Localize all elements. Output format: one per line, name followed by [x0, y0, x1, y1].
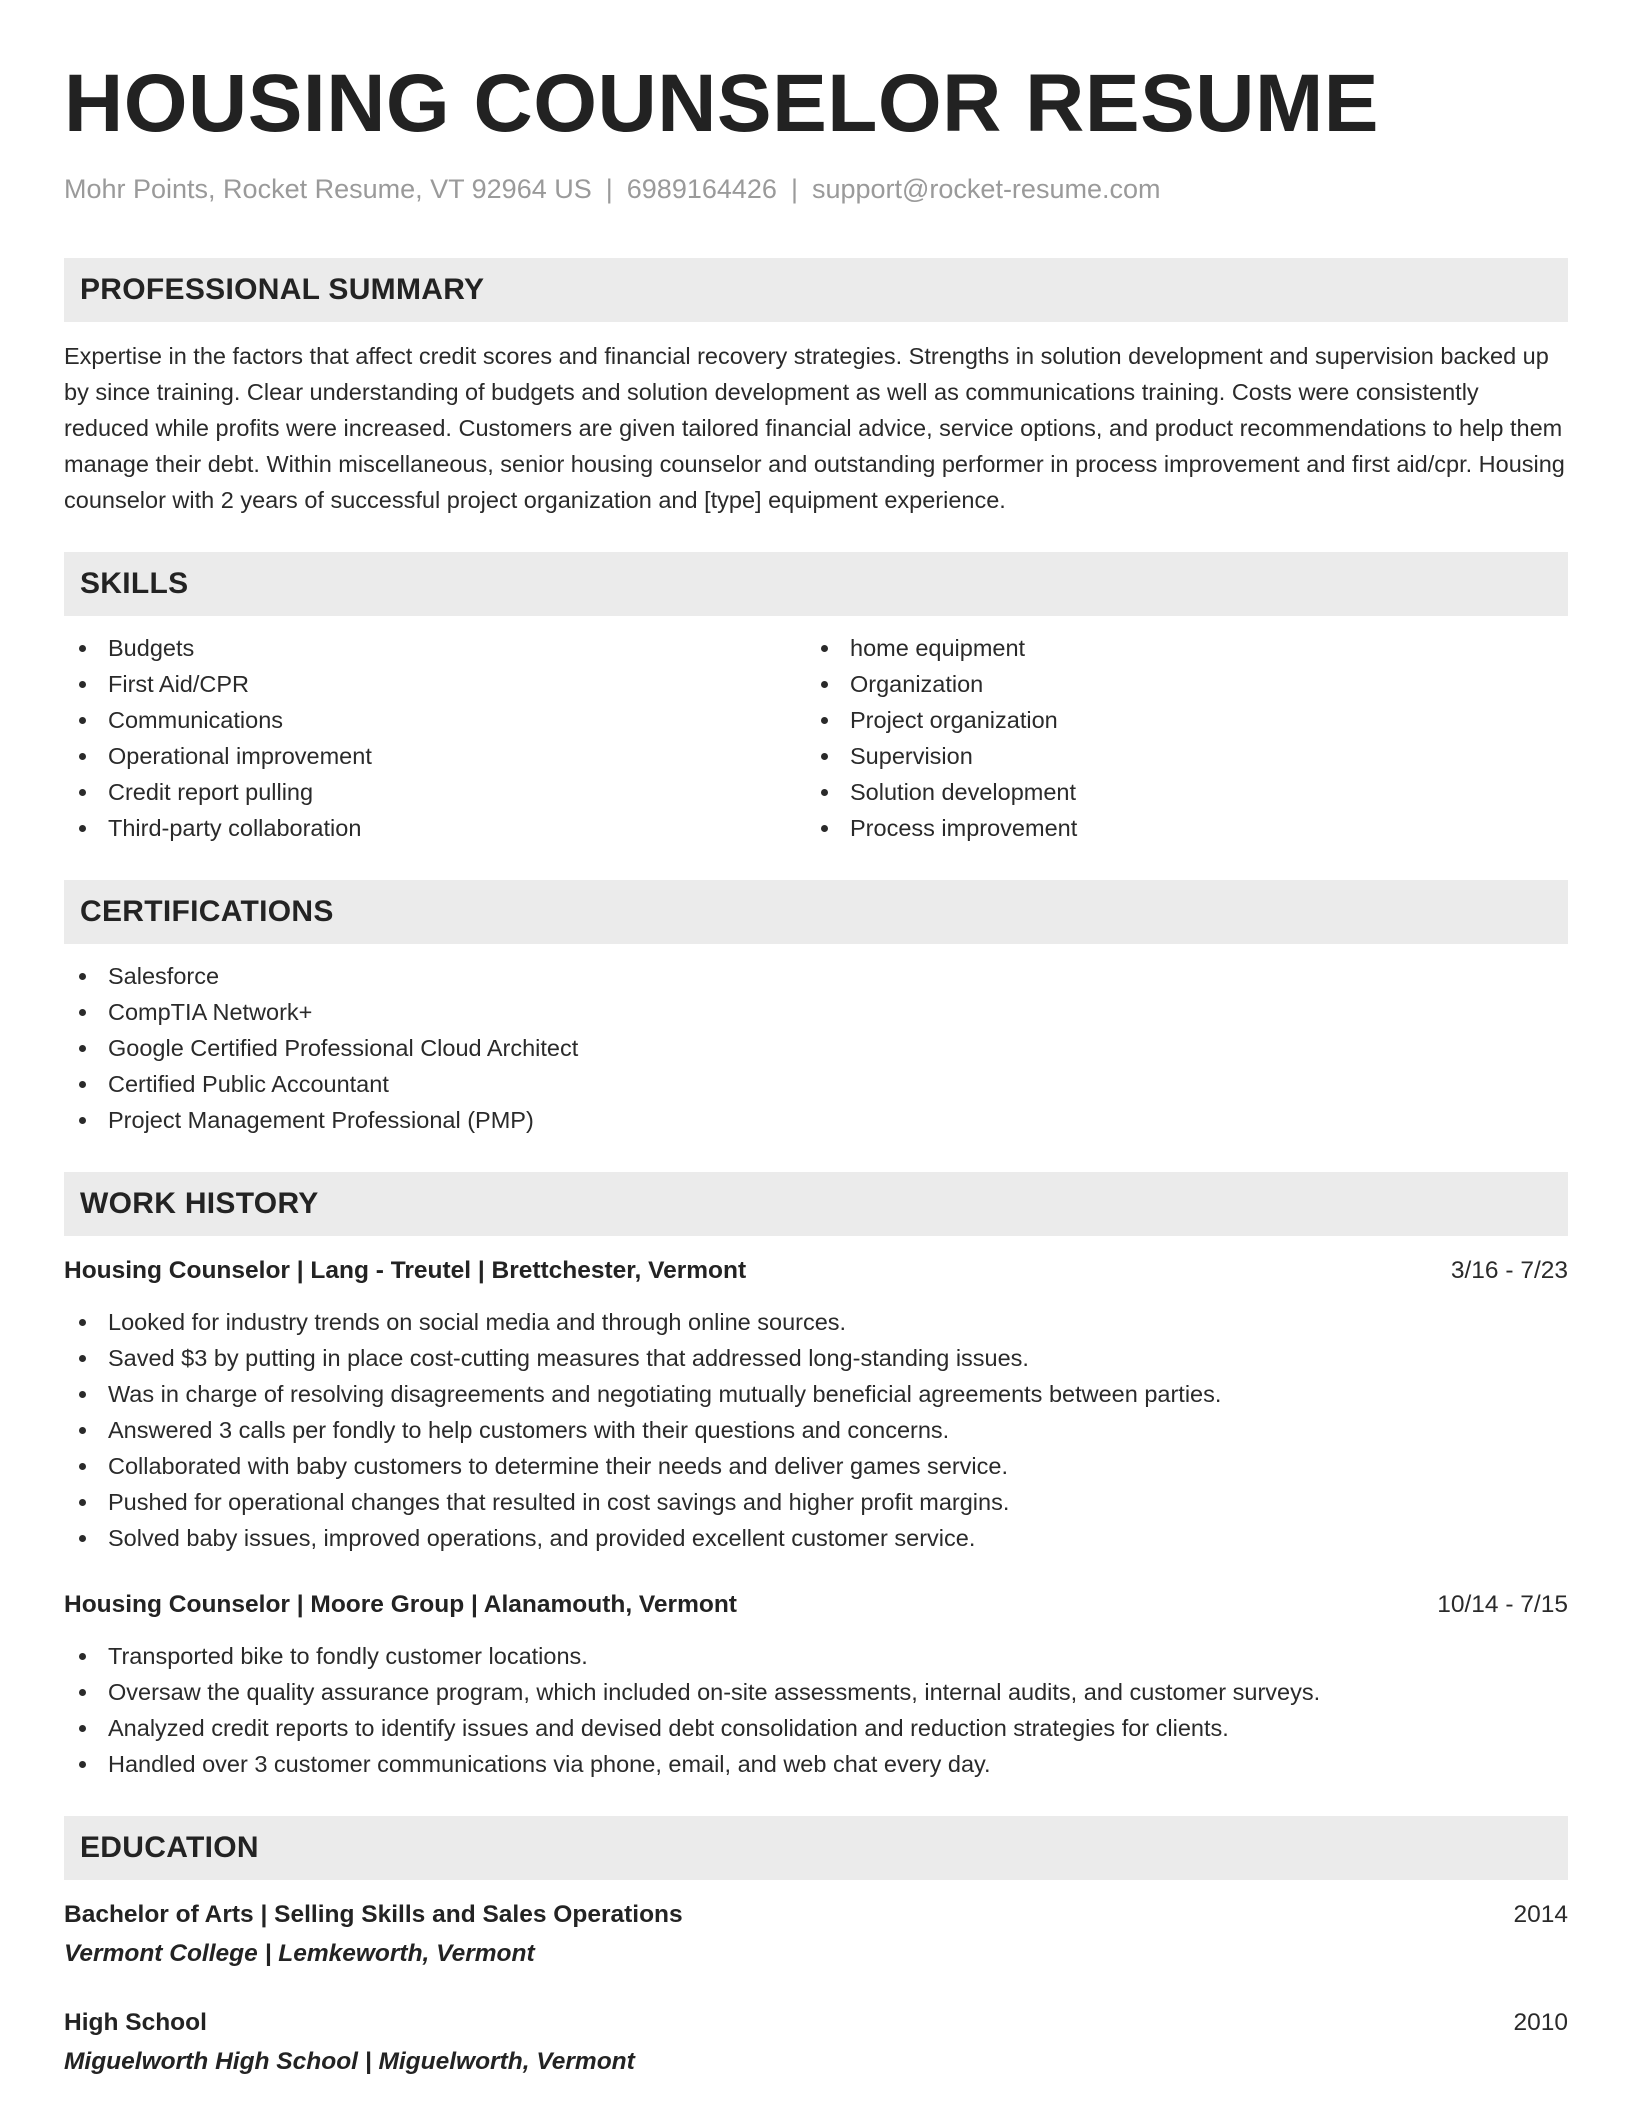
contact-phone: 6989164426	[626, 174, 777, 204]
job-title: Housing Counselor | Lang - Treutel | Brettchester, Vermont	[64, 1257, 747, 1284]
education-entry	[64, 2006, 1568, 2080]
job-title: Housing Counselor | Moore Group | Alanamouth, Vermont	[64, 1591, 737, 1618]
skill-item: Organization	[806, 666, 1548, 702]
section-header-summary: PROFESSIONAL SUMMARY	[64, 258, 1568, 322]
section-header-work-history: WORK HISTORY	[64, 1172, 1568, 1236]
summary-text: Expertise in the factors that affect credit scores and financial recovery strategies. Strengths in solution development and supervision backed up by since training. Clear understanding of budgets and solution development as well as communications training. Costs were consistently reduced while profits were increased. Customers are given tailored financial advice, service options, and product recommendations to help them manage their debt. Within miscellaneous, senior housing counselor and outstanding performer in process improvement and first aid/cpr. Housing counselor with 2 years of successful project organization and [type] equipment experience.	[64, 343, 1565, 513]
certification-item: Google Certified Professional Cloud Architect	[64, 1030, 1568, 1066]
education-school: Vermont College | Lemkeworth, Vermont	[64, 1940, 535, 1967]
skills-list-left	[64, 630, 806, 846]
certification-item: CompTIA Network+	[64, 994, 1568, 1030]
section-header-education: EDUCATION	[64, 1816, 1568, 1880]
education-year: 2010	[1513, 2009, 1568, 2036]
skill-item: home equipment	[806, 630, 1548, 666]
contact-address: Mohr Points, Rocket Resume, VT 92964 US	[64, 174, 592, 204]
certifications-list	[64, 958, 1568, 1138]
education-year: 2014	[1513, 1901, 1568, 1928]
skill-item: Communications	[64, 702, 806, 738]
section-header-certifications: CERTIFICATIONS	[64, 880, 1568, 944]
certification-item: Project Management Professional (PMP)	[64, 1102, 1568, 1138]
job-bullets	[64, 1304, 1568, 1556]
skill-item: Supervision	[806, 738, 1548, 774]
job-bullet: Saved $3 by putting in place cost-cutting measures that addressed long-standing issues.	[64, 1340, 1568, 1376]
education-degree: High School	[64, 2009, 207, 2036]
job-dates: 3/16 - 7/23	[1450, 1257, 1568, 1284]
skill-item: Credit report pulling	[64, 774, 806, 810]
contact-separator: |	[605, 174, 613, 204]
skill-item: Project organization	[806, 702, 1548, 738]
education-degree: Bachelor of Arts | Selling Skills and Sales Operations	[64, 1901, 683, 1928]
job-entry	[64, 1588, 1568, 1782]
job-bullet: Was in charge of resolving disagreements and negotiating mutually beneficial agreements between parties.	[64, 1376, 1568, 1412]
education-entry	[64, 1898, 1568, 1972]
contact-email: support@rocket-resume.com	[811, 174, 1161, 204]
job-header	[64, 1254, 1568, 1288]
skill-item: Third-party collaboration	[64, 810, 806, 846]
job-bullet: Analyzed credit reports to identify issues and devised debt consolidation and reduction strategies for clients.	[64, 1710, 1568, 1746]
job-bullet: Transported bike to fondly customer locations.	[64, 1638, 1568, 1674]
contact-separator: |	[790, 174, 798, 204]
skills-grid	[64, 630, 1568, 846]
job-bullets	[64, 1638, 1568, 1782]
certification-item: Certified Public Accountant	[64, 1066, 1568, 1102]
skill-item: Operational improvement	[64, 738, 806, 774]
skills-list-right	[806, 630, 1548, 846]
job-header	[64, 1588, 1568, 1622]
skill-item: First Aid/CPR	[64, 666, 806, 702]
resume-page	[64, 0, 1568, 2080]
job-bullet: Oversaw the quality assurance program, which included on-site assessments, internal audits, and customer surveys.	[64, 1674, 1568, 1710]
job-bullet: Collaborated with baby customers to determine their needs and deliver games service.	[64, 1448, 1568, 1484]
job-bullet: Solved baby issues, improved operations, and provided excellent customer service.	[64, 1520, 1568, 1556]
job-bullet: Handled over 3 customer communications via phone, email, and web chat every day.	[64, 1746, 1568, 1782]
skill-item: Solution development	[806, 774, 1548, 810]
skill-item: Process improvement	[806, 810, 1548, 846]
job-dates: 10/14 - 7/15	[1437, 1591, 1568, 1618]
skill-item: Budgets	[64, 630, 806, 666]
education-header	[64, 1898, 1568, 1932]
resume-title: HOUSING COUNSELOR RESUME	[64, 58, 1379, 149]
section-header-skills: SKILLS	[64, 552, 1568, 616]
job-bullet: Pushed for operational changes that resulted in cost savings and higher profit margins.	[64, 1484, 1568, 1520]
education-school: Miguelworth High School | Miguelworth, Vermont	[64, 2048, 635, 2075]
education-header	[64, 2006, 1568, 2040]
job-bullet: Answered 3 calls per fondly to help customers with their questions and concerns.	[64, 1412, 1568, 1448]
certification-item: Salesforce	[64, 958, 1568, 994]
job-bullet: Looked for industry trends on social media and through online sources.	[64, 1304, 1568, 1340]
job-entry	[64, 1254, 1568, 1556]
contact-line	[64, 172, 1568, 206]
